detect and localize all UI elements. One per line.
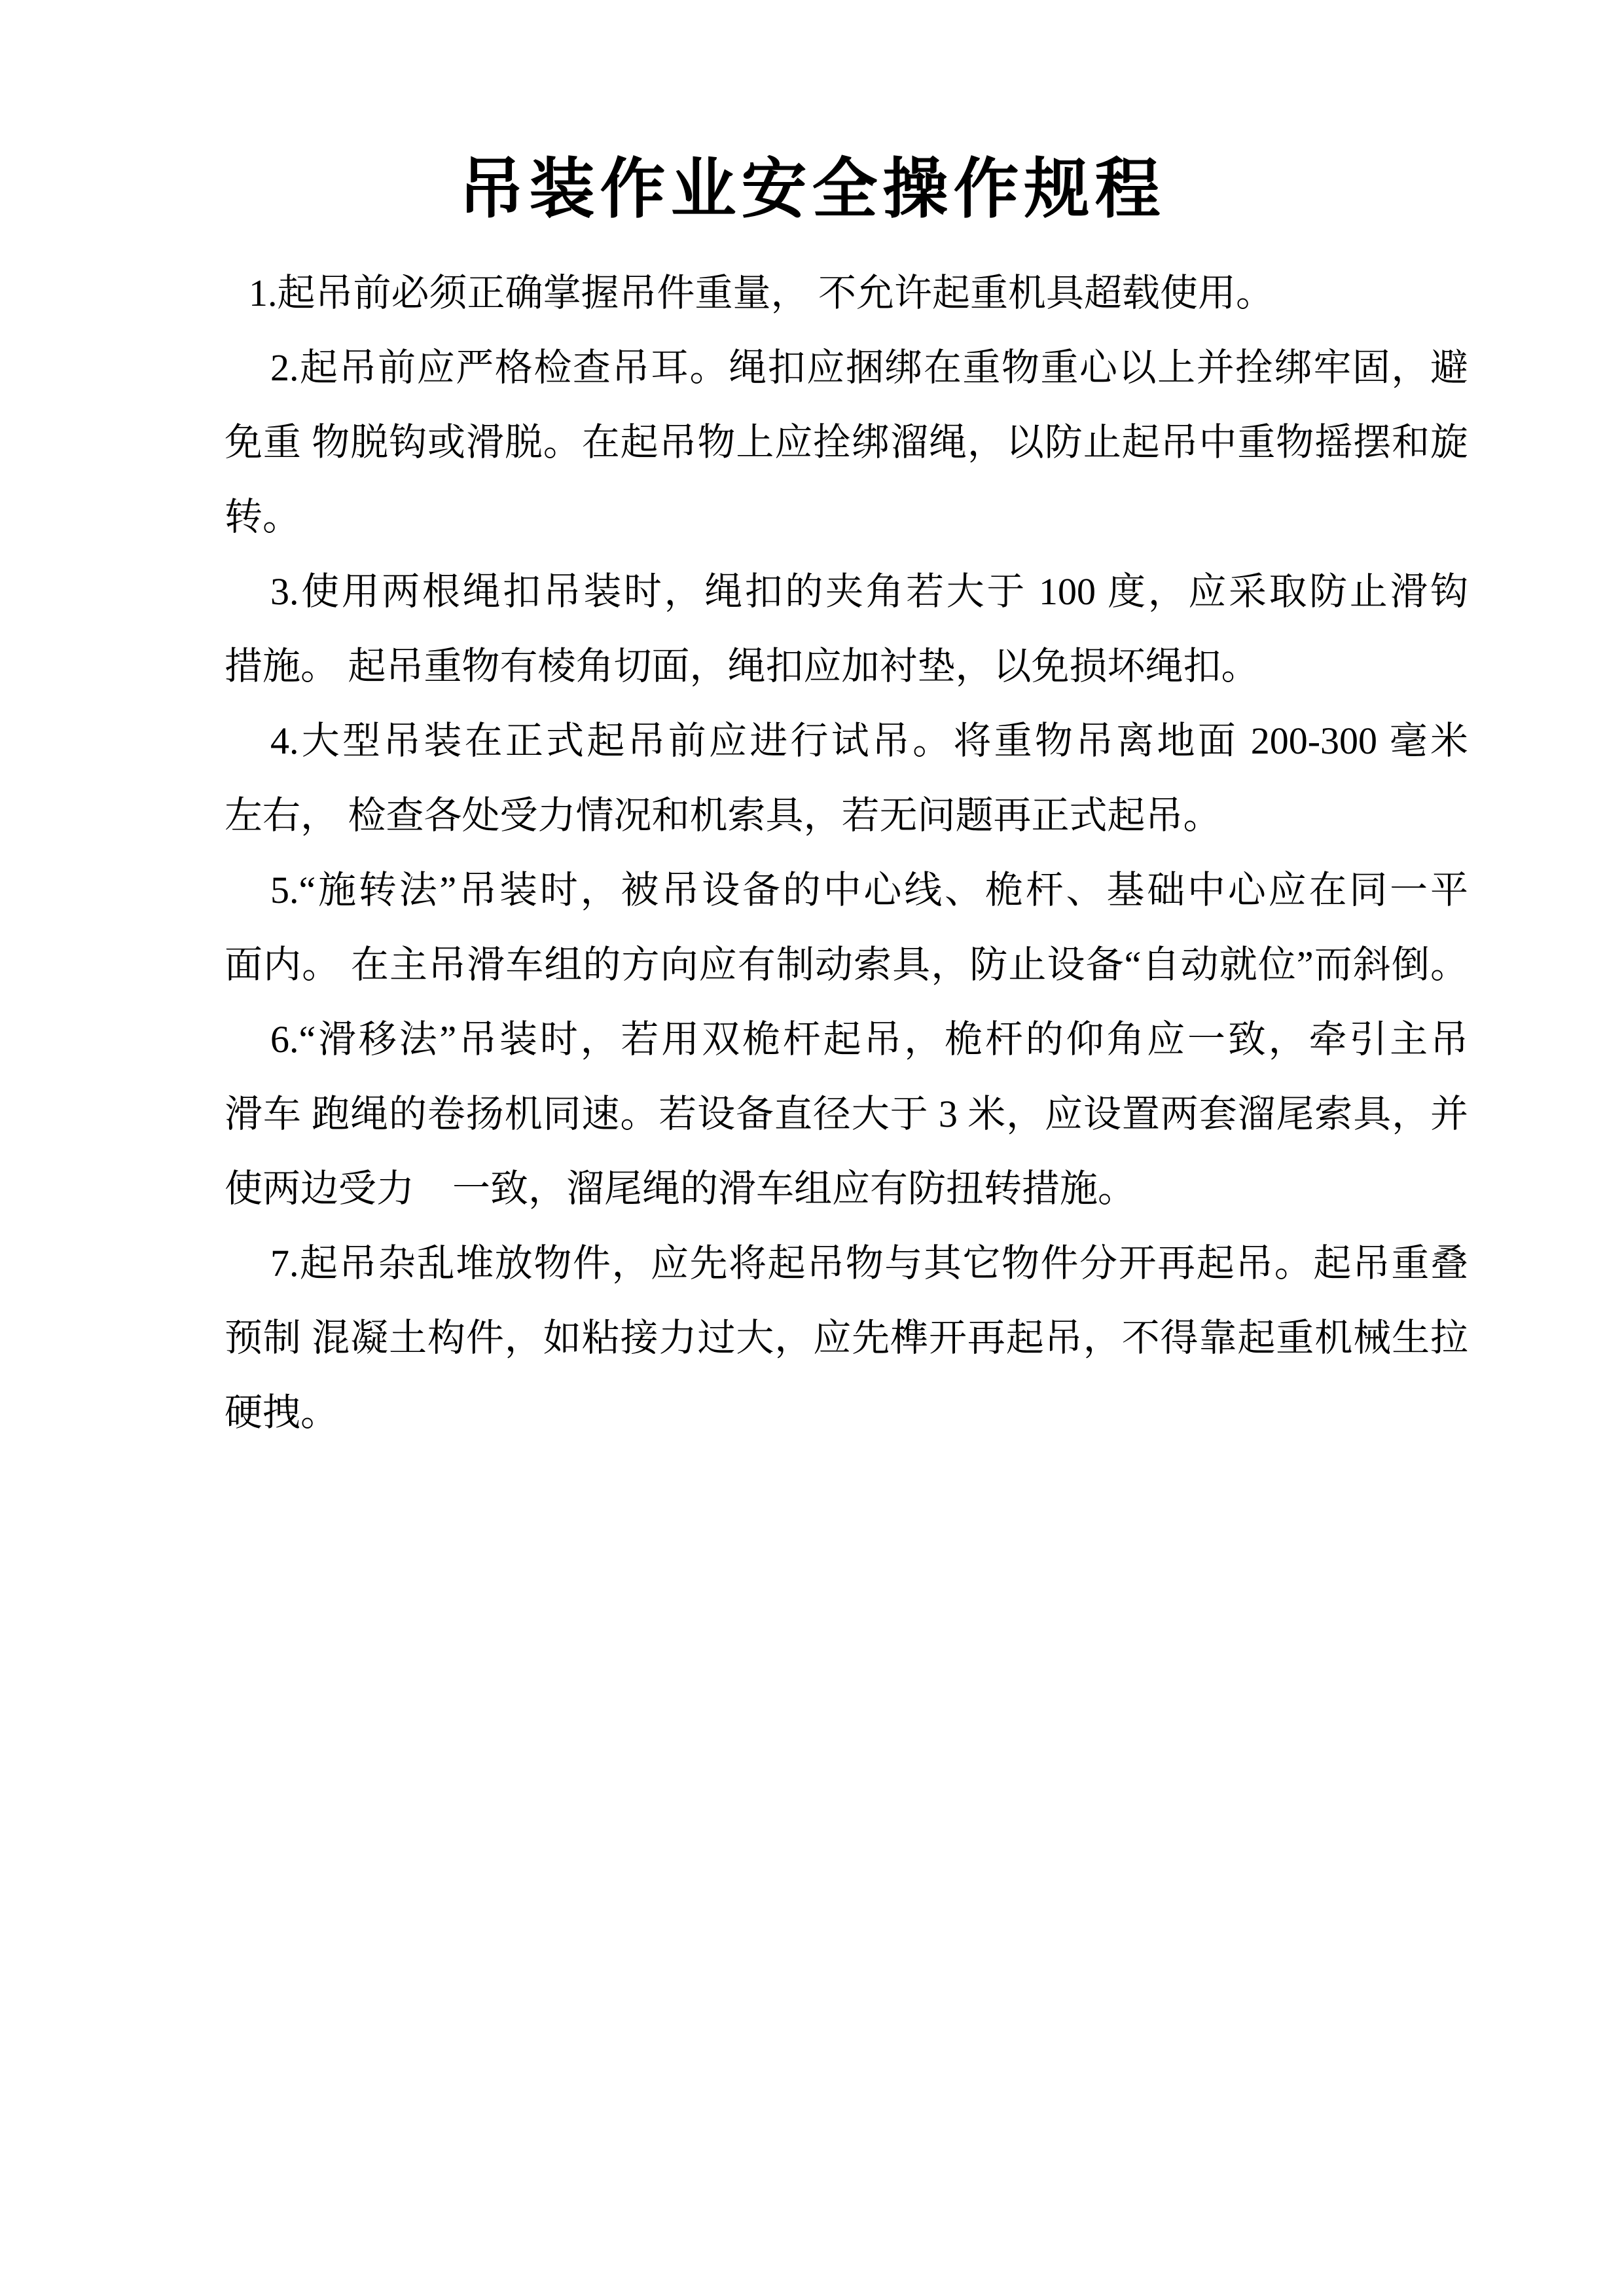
text-line-11: 6.“滑移法”吊装时，若用双桅杆起吊，桅杆的仰角应一致，牵引主吊 [270, 1018, 1468, 1061]
text-line-4: 转。 [225, 496, 301, 538]
text-line-8: 左右， 检查各处受力情况和机索具，若无问题再正式起吊。 [225, 794, 1221, 837]
text-line-16: 硬拽。 [225, 1391, 339, 1434]
text-line-12: 滑车 跑绳的卷扬机同速。若设备直径大于 3 米，应设置两套溜尾索具，并 [225, 1093, 1468, 1135]
text-line-7: 4.大型吊装在正式起吊前应进行试吊。将重物吊离地面 200-300 毫米 [270, 720, 1468, 762]
text-line-5: 3.使用两根绳扣吊装时，绳扣的夹角若大于 100 度，应采取防止滑钩 [270, 570, 1468, 613]
text-line-2: 2.起吊前应严格检查吊耳。绳扣应捆绑在重物重心以上并拴绑牢固，避 [270, 346, 1468, 389]
text-line-6: 措施。 起吊重物有棱角切面，绳扣应加衬垫，以免损坏绳扣。 [225, 645, 1259, 687]
text-line-3: 免重 物脱钩或滑脱。在起吊物上应拴绑溜绳，以防止起吊中重物摇摆和旋 [225, 421, 1468, 464]
text-line-14: 7.起吊杂乱堆放物件，应先将起吊物与其它物件分开再起吊。起吊重叠 [270, 1242, 1468, 1285]
text-line-1: 1.起吊前必须正确掌握吊件重量， 不允许起重机具超载使用。 [249, 272, 1274, 314]
document-body [225, 256, 1468, 1450]
document-title: 吊装作业安全操作规程 [458, 153, 1166, 226]
text-line-10: 面内。 在主吊滑车组的方向应有制动索具，防止设备“自动就位”而斜倒。 [225, 943, 1468, 986]
text-line-9: 5.“施转法”吊装时，被吊设备的中心线、桅杆、基础中心应在同一平 [270, 869, 1468, 911]
text-line-15: 预制 混凝土构件，如粘接力过大，应先榫开再起吊，不得靠起重机械生拉 [225, 1317, 1468, 1359]
text-line-13: 使两边受力 一致，溜尾绳的滑车组应有防扭转措施。 [225, 1167, 1136, 1210]
